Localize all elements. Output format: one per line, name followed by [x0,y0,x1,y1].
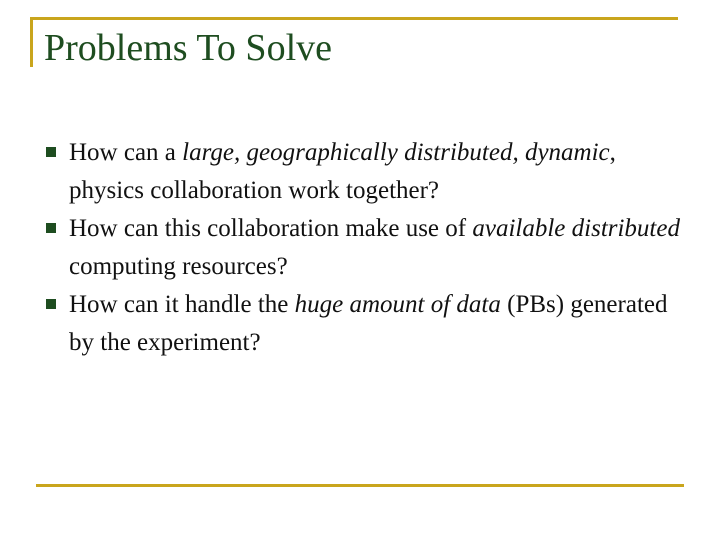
text-segment: How can it handle the [69,291,295,318]
bullet-text [69,215,680,280]
bullet-list [44,134,684,362]
bullet-text [69,139,616,204]
square-bullet-icon [46,299,56,309]
text-segment: How can a [69,139,183,166]
text-segment: computing resources? [69,253,288,280]
frame-bottom-line [36,484,684,487]
square-bullet-icon [46,223,56,233]
bullet-item [44,134,684,210]
bullet-item [44,286,684,362]
square-bullet-icon [46,147,56,157]
slide-title: Problems To Solve [44,27,332,69]
text-segment: , physics collaboration work together? [69,139,616,204]
frame-left-line [30,17,33,67]
italic-segment: available distributed [472,215,680,242]
text-segment: (PBs) generated by the experiment? [69,291,668,356]
frame-top-line [30,17,678,20]
italic-segment: large, geographically distributed, dynamic [182,139,610,166]
bullet-text [69,291,668,356]
italic-segment: huge amount of data [294,291,501,318]
text-segment: How can this collaboration make use of [69,215,473,242]
bullet-item [44,210,684,286]
